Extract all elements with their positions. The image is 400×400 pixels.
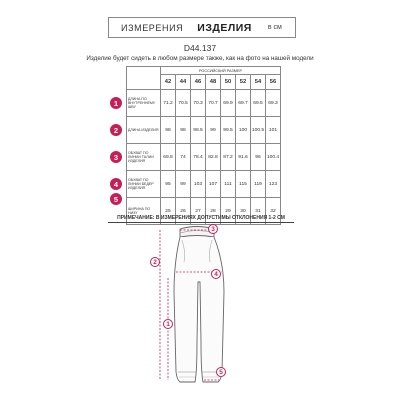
table-cell: 25 — [161, 198, 176, 225]
header-product: ИЗДЕЛИЯ — [197, 21, 252, 34]
table-row — [127, 90, 281, 117]
table-cell: 78.4 — [191, 144, 206, 171]
table-cell: 111 — [221, 171, 236, 198]
table-row — [127, 171, 281, 198]
row-label: ОБХВАТ ПО ЛИНИИ ТАЛИИ ИЗДЕЛИЯ — [127, 144, 161, 171]
row-label: ШИРИНА ПО НИЗУ — [127, 198, 161, 225]
table-row — [127, 117, 281, 144]
table-cell: 115 — [236, 171, 251, 198]
diagram-pin-2: 2 — [150, 257, 160, 267]
model-code: D44.137 — [183, 43, 217, 53]
size-header: 42 — [161, 75, 176, 90]
table-cell: 91.6 — [236, 144, 251, 171]
pants-sketch — [140, 222, 260, 392]
table-cell: 69.7 — [236, 90, 251, 117]
table-cell: 100.5 — [251, 117, 266, 144]
row-marker-4: 4 — [110, 178, 122, 190]
table-cell: 69.9 — [221, 90, 236, 117]
table-cell: 70.7 — [206, 90, 221, 117]
table-top-row — [127, 67, 281, 75]
table-cell: 107 — [206, 171, 221, 198]
table-cell: 96 — [251, 144, 266, 171]
size-header: 50 — [221, 75, 236, 90]
row-marker-1: 1 — [110, 97, 122, 109]
header-measurements: ИЗМЕРЕНИЯ — [121, 22, 184, 33]
table-cell: 29 — [221, 198, 236, 225]
table-cell: 82.8 — [206, 144, 221, 171]
size-table — [126, 66, 281, 225]
diagram-pin-4: 4 — [211, 269, 221, 279]
table-cell: 69.5 — [251, 90, 266, 117]
header-box — [108, 17, 296, 38]
table-cell: 27 — [191, 198, 206, 225]
table-cell: 100.4 — [266, 144, 281, 171]
table-cell: 70.3 — [191, 90, 206, 117]
tolerance-note: ПРИМЕЧАНИЕ: В ИЗМЕРЕНИЯХ ДОПУСТИМЫ ОТКЛОНЕНИЯ 1-2 СМ — [117, 215, 285, 221]
diagram-pin-5: 5 — [216, 367, 226, 377]
table-cell: 99.5 — [221, 117, 236, 144]
row-marker-3: 3 — [110, 151, 122, 163]
fit-subtitle: Изделие будет сидеть в любом размере также, как на фото на нашей модели — [86, 55, 314, 62]
table-cell: 98 — [161, 117, 176, 144]
table-cell: 28 — [206, 198, 221, 225]
pants-diagram — [140, 222, 260, 397]
size-header: 56 — [266, 75, 281, 90]
table-cell: 95 — [161, 171, 176, 198]
row-label: ДЛИНА ИЗДЕЛИЯ — [127, 117, 161, 144]
table-cell: 98.5 — [191, 117, 206, 144]
table-cell: 98 — [176, 117, 191, 144]
row-marker-2: 2 — [110, 124, 122, 136]
header-unit: в см — [267, 24, 282, 31]
row-label: ОБХВАТ ПО ЛИНИИ БЕДЕР ИЗДЕЛИЯ — [127, 171, 161, 198]
table-cell: 119 — [251, 171, 266, 198]
size-header: 52 — [236, 75, 251, 90]
table-cell: 69.3 — [266, 90, 281, 117]
table-cell: 87.2 — [221, 144, 236, 171]
size-header: 44 — [176, 75, 191, 90]
diagram-pin-1: 1 — [163, 319, 173, 329]
size-header: 48 — [206, 75, 221, 90]
size-header: 46 — [191, 75, 206, 90]
row-marker-5: 5 — [110, 193, 122, 205]
table-cell: 101 — [266, 117, 281, 144]
table-cell: 123 — [266, 171, 281, 198]
diagram-pin-3: 3 — [208, 224, 218, 234]
table-cell: 74 — [176, 144, 191, 171]
table-cell: 71.2 — [161, 90, 176, 117]
row-label: ДЛИНА ПО ВНУТРЕННЕМУ ШВУ — [127, 90, 161, 117]
table-cell: 32 — [266, 198, 281, 225]
table-cell: 31 — [251, 198, 266, 225]
table-row — [127, 144, 281, 171]
table-cell: 99 — [206, 117, 221, 144]
size-system-label: РОССИЙСКИЙ РАЗМЕР — [161, 67, 281, 75]
table-cell: 26 — [176, 198, 191, 225]
size-header: 54 — [251, 75, 266, 90]
table-cell: 100 — [236, 117, 251, 144]
table-cell: 30 — [236, 198, 251, 225]
table-cell: 99 — [176, 171, 191, 198]
table-cell: 70.5 — [176, 90, 191, 117]
table-cell: 103 — [191, 171, 206, 198]
table-corner — [127, 67, 161, 90]
table-cell: 69.8 — [161, 144, 176, 171]
